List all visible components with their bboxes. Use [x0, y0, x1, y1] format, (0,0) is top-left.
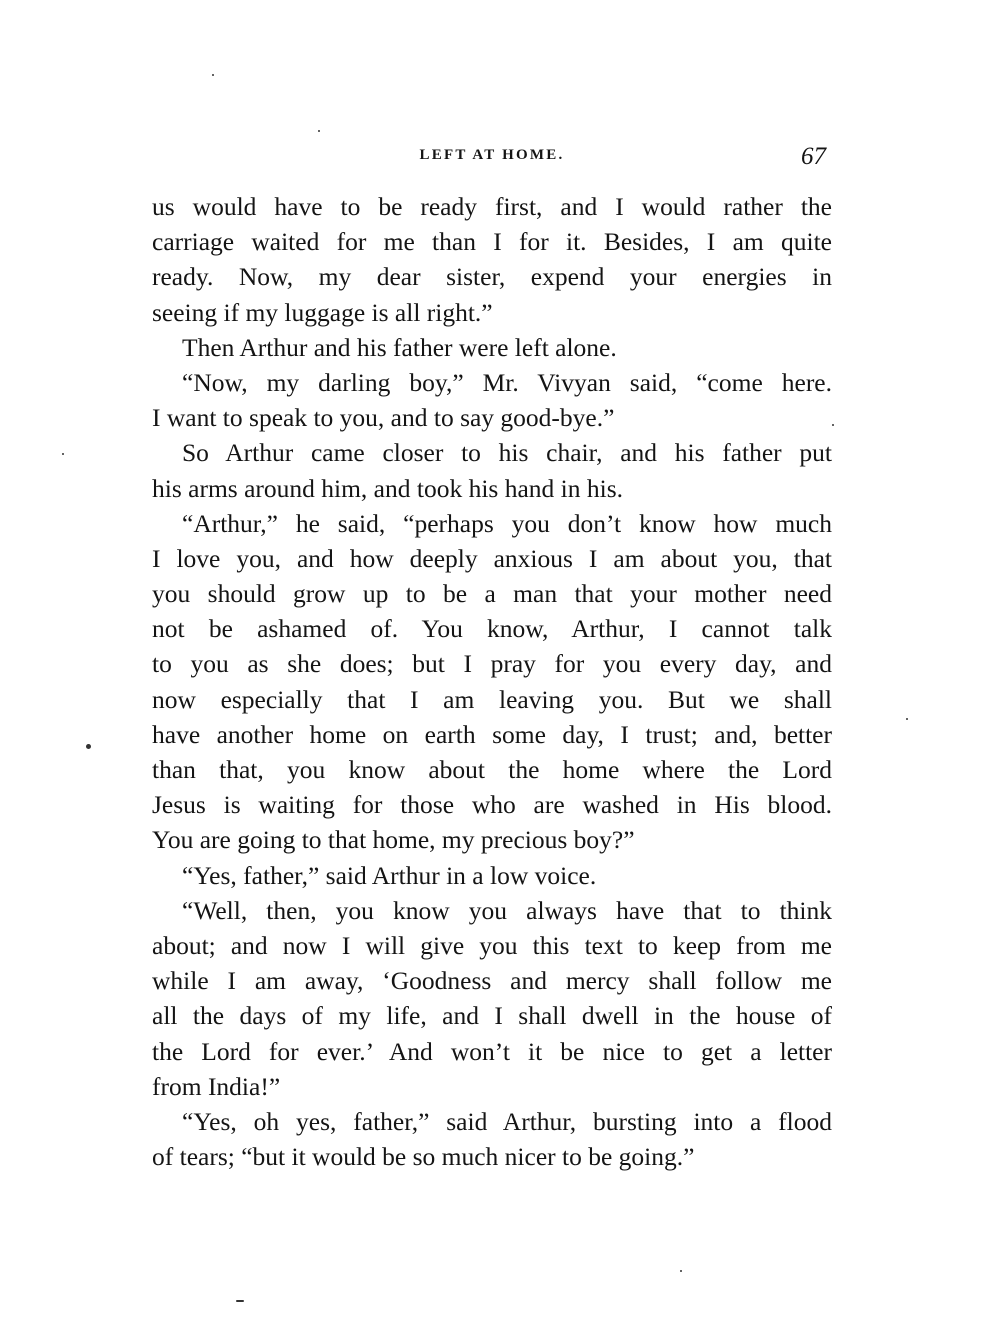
scan-speck	[62, 453, 64, 455]
running-title: LEFT AT HOME.	[419, 147, 565, 163]
text-line: I want to speak to you, and to say good-bye.”	[152, 403, 615, 433]
text-line: of tears; “but it would be so much nicer to be going.”	[152, 1142, 695, 1172]
body-text	[152, 189, 832, 1174]
text-line: So Arthur came closer to his chair, and his father put	[182, 438, 832, 468]
text-line: the Lord for ever.’ And won’t it be nice to get a letter	[152, 1036, 832, 1066]
text-line: you should grow up to be a man that your mother need	[152, 579, 832, 609]
scan-speck	[318, 130, 320, 132]
text-line: “Well, then, you know you always have that to think	[182, 895, 832, 925]
text-line: carriage waited for me than I for it. Besides, I am quite	[152, 227, 832, 257]
text-line: while I am away, ‘Goodness and mercy shall follow me	[152, 966, 832, 996]
running-head	[152, 143, 832, 173]
scan-speck	[86, 744, 91, 749]
text-line: to you as she does; but I pray for you every day, and	[152, 649, 832, 679]
text-line: have another home on earth some day, I trust; and, better	[152, 719, 832, 749]
text-line: not be ashamed of. You know, Arthur, I cannot talk	[152, 614, 832, 644]
text-line: than that, you know about the home where the Lord	[152, 755, 832, 784]
text-line: us would have to be ready first, and I would rather the	[152, 192, 832, 221]
scan-speck	[236, 1300, 244, 1302]
text-line: all the days of my life, and I shall dwell in the house of	[152, 1001, 832, 1031]
text-line: ready. Now, my dear sister, expend your energies in	[152, 262, 832, 292]
text-line: “Yes, father,” said Arthur in a low voice.	[182, 860, 597, 890]
text-line: “Yes, oh yes, father,” said Arthur, bursting into a flood	[182, 1106, 832, 1136]
text-line: his arms around him, and took his hand in his.	[152, 473, 624, 503]
scan-speck	[212, 74, 214, 76]
page-number: 67	[801, 143, 826, 170]
text-line: I love you, and how deeply anxious I am about you, that	[152, 543, 832, 573]
text-line: seeing if my luggage is all right.”	[152, 297, 493, 327]
text-line: Then Arthur and his father were left alone.	[182, 332, 617, 362]
text-line: “Arthur,” he said, “perhaps you don’t know how much	[182, 508, 832, 538]
text-line: You are going to that home, my precious boy?”	[152, 825, 635, 855]
scan-speck	[906, 718, 908, 720]
text-line: now especially that I am leaving you. But we shall	[152, 684, 832, 714]
scan-speck	[680, 1270, 682, 1272]
text-line: from India!”	[152, 1071, 281, 1101]
text-line: Jesus is waiting for those who are washed in His blood.	[152, 790, 832, 820]
scan-speck	[832, 424, 834, 426]
text-line: “Now, my darling boy,” Mr. Vivyan said, “come here.	[182, 367, 832, 397]
text-line: about; and now I will give you this text to keep from me	[152, 930, 832, 960]
